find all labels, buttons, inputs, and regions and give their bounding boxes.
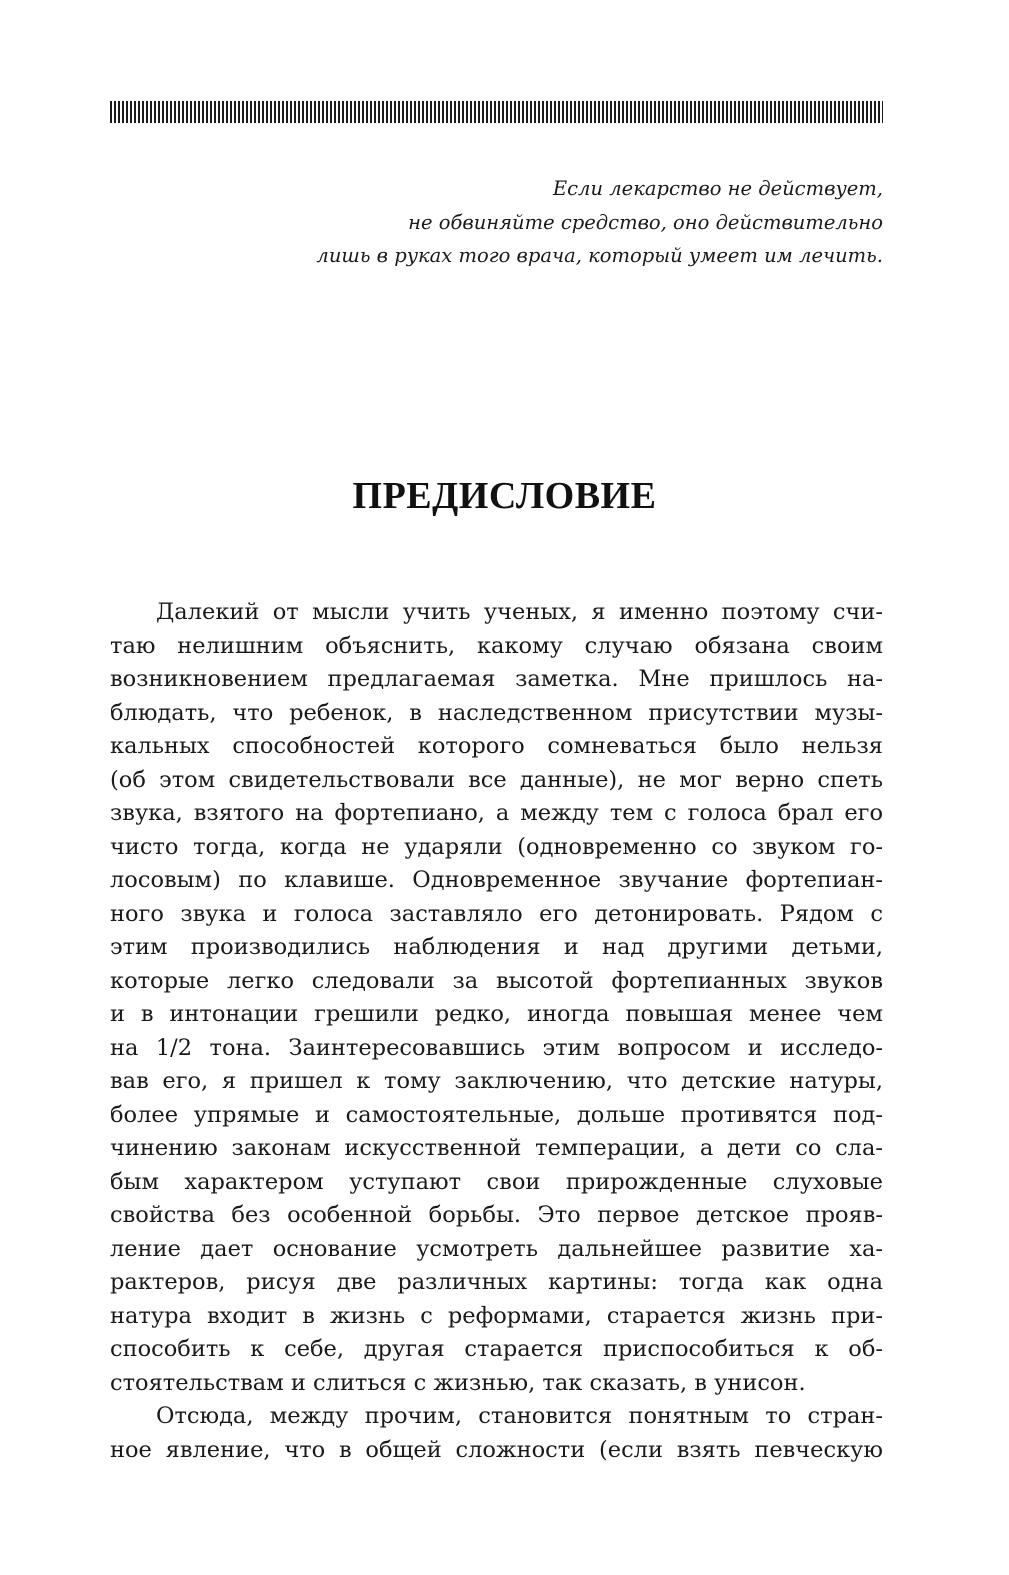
- text-line: этим производились наблюдения и над другими детьми,: [110, 934, 883, 960]
- text-line: вав его, я пришел к тому заключению, что детские натуры,: [110, 1068, 883, 1094]
- text-line: чисто тогда, когда не ударяли (одновременно со звуком го-: [110, 833, 883, 860]
- text-line: рактеров, рисуя две различных картины: тогда как одна: [110, 1269, 883, 1295]
- page-title: ПРЕДИСЛОВИЕ: [352, 475, 657, 517]
- text-line: натура входит в жизнь с реформами, старается жизнь при-: [110, 1302, 883, 1329]
- body-text: [110, 596, 883, 1467]
- paragraph-2: [110, 1400, 883, 1467]
- top-decorative-rule: [110, 101, 883, 123]
- text-line: ление дает основание усмотреть дальнейшее развитие ха-: [110, 1235, 883, 1262]
- epigraph: [243, 172, 883, 273]
- epigraph-line: Если лекарство не действует,: [552, 177, 883, 200]
- text-line: свойства без особенной борьбы. Это первое детское прояв-: [110, 1202, 883, 1228]
- text-line: Далекий от мысли учить ученых, я именно поэтому счи-: [156, 599, 883, 625]
- text-line: возникновением предлагаемая заметка. Мне пришлось на-: [110, 666, 883, 692]
- text-line: способить к себе, другая старается приспособиться к об-: [110, 1336, 883, 1362]
- epigraph-line: не обвиняйте средство, оно действительно: [408, 210, 883, 234]
- text-line: и в интонации грешили редко, иногда повышая менее чем: [110, 1001, 883, 1027]
- text-line: стоятельствам и слиться с жизнью, так сказать, в унисон.: [110, 1369, 806, 1396]
- text-line: ного звука и голоса заставляло его детонировать. Рядом с: [110, 900, 883, 927]
- text-line: более упрямые и самостоятельные, дольше противятся под-: [110, 1101, 883, 1128]
- text-line: ное явление, что в общей сложности (если взять певческую: [110, 1436, 883, 1463]
- paragraph-1: [110, 596, 883, 1400]
- text-line: таю нелишним объяснить, какому случаю обязана своим: [110, 632, 883, 659]
- text-line: лосовым) по клавише. Одновременное звучание фортепиан-: [110, 867, 883, 893]
- text-line: чинению законам искусственной темперации, а дети со сла-: [110, 1135, 883, 1161]
- text-line: кальных способностей которого сомневаться было нельзя: [110, 733, 883, 759]
- text-line: Отсюда, между прочим, становится понятным то стран-: [156, 1403, 883, 1429]
- text-line: (об этом свидетельствовали все данные), не мог верно спеть: [110, 766, 883, 793]
- text-line: которые легко следовали за высотой фортепианных звуков: [110, 967, 883, 994]
- epigraph-line: лишь в руках того врача, который умеет им лечить.: [316, 244, 883, 267]
- text-line: на 1/2 тона. Заинтересовавшись этим вопросом и исследо-: [110, 1034, 883, 1061]
- text-line: бым характером уступают свои прирожденные слуховые: [110, 1168, 883, 1195]
- text-line: блюдать, что ребенок, в наследственном присутствии музы-: [110, 699, 883, 726]
- text-line: звука, взятого на фортепиано, а между тем с голоса брал его: [110, 800, 883, 826]
